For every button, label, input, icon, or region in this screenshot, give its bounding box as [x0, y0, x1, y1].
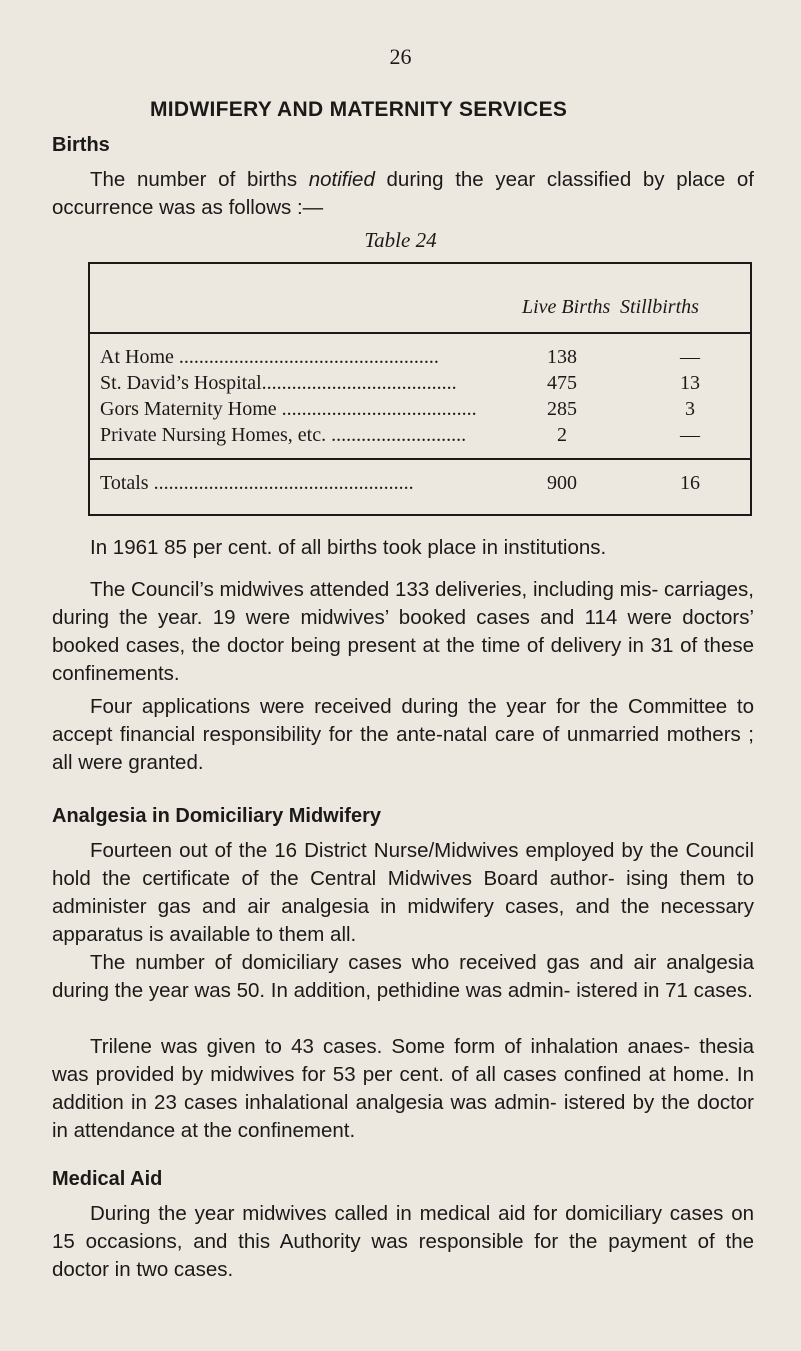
page-title: MIDWIFERY AND MATERNITY SERVICES: [150, 98, 568, 121]
births-heading: Births: [52, 134, 110, 156]
stillbirths-value: 13: [680, 372, 700, 394]
medical-aid-paragraph: During the year midwives called in medical aid for domiciliary cases on 15 occasions, and this Authority was responsible for the payment of the doctor in two cases.: [52, 1202, 754, 1281]
births-intro-emphasis: notified: [308, 168, 375, 191]
births-intro-after: during the year classified by place of occurrence was as follows :—: [52, 168, 754, 219]
column-header-live-births: Live Births: [522, 296, 611, 318]
analgesia-paragraph-1: Fourteen out of the 16 District Nurse/Midwives employed by the Council hold the certificate of the Central Midwives Board author- ising them to administer gas and air analgesia in midwifery cases, and the necessary apparatus is available to them all.: [52, 839, 754, 946]
table-divider: [90, 332, 750, 334]
live-births-value: 2: [557, 424, 567, 446]
row-label: Gors Maternity Home .......................................: [100, 398, 477, 420]
table-row: [100, 398, 750, 424]
table-caption: Table 24: [364, 228, 437, 252]
total-live-births: 900: [547, 472, 577, 494]
medical-aid-heading: Medical Aid: [52, 1168, 163, 1190]
table-totals-row: [100, 472, 750, 498]
analgesia-paragraph-2: The number of domiciliary cases who received gas and air analgesia during the year was 50. In addition, pethidine was admin- istered in 71 cases.: [52, 951, 754, 1002]
table-row: [100, 424, 750, 450]
births-intro-before: The number of births: [90, 168, 309, 191]
page-number: 26: [389, 44, 412, 69]
analgesia-paragraph-3: Trilene was given to 43 cases. Some form of inhalation anaes- thesia was provided by midwives for 53 per cent. of all cases confined at home. In addition in 23 cases inhalational analgesia was admin- istered by the doctor in attendance at the confinement.: [52, 1035, 754, 1142]
analgesia-heading: Analgesia in Domiciliary Midwifery: [52, 805, 381, 827]
table-divider: [90, 458, 750, 460]
table-row: [100, 346, 750, 372]
institutions-paragraph: In 1961 85 per cent. of all births took place in institutions.: [90, 536, 607, 559]
live-births-value: 138: [547, 346, 577, 368]
totals-label: Totals ....................................................: [100, 472, 414, 494]
live-births-value: 285: [547, 398, 577, 420]
applications-paragraph: Four applications were received during the year for the Committee to accept financial responsibility for the ante-natal care of unmarried mothers ; all were granted.: [52, 695, 754, 774]
live-births-value: 475: [547, 372, 577, 394]
column-header-stillbirths: Stillbirths: [620, 296, 699, 318]
total-stillbirths: 16: [680, 472, 700, 494]
row-label: Private Nursing Homes, etc. ...........................: [100, 424, 467, 446]
row-label: St. David’s Hospital.......................................: [100, 372, 457, 394]
stillbirths-value: —: [680, 346, 700, 368]
births-table: [88, 262, 752, 516]
stillbirths-value: —: [680, 424, 700, 446]
row-label: At Home ....................................................: [100, 346, 439, 368]
stillbirths-value: 3: [685, 398, 695, 420]
midwives-paragraph: The Council’s midwives attended 133 deliveries, including mis- carriages, during the year. 19 were midwives’ booked cases and 114 were doctors’ booked cases, the doctor being present at the time of delivery in 31 of these confinements.: [52, 578, 754, 685]
births-intro-paragraph: [52, 166, 754, 222]
table-row: [100, 372, 750, 398]
